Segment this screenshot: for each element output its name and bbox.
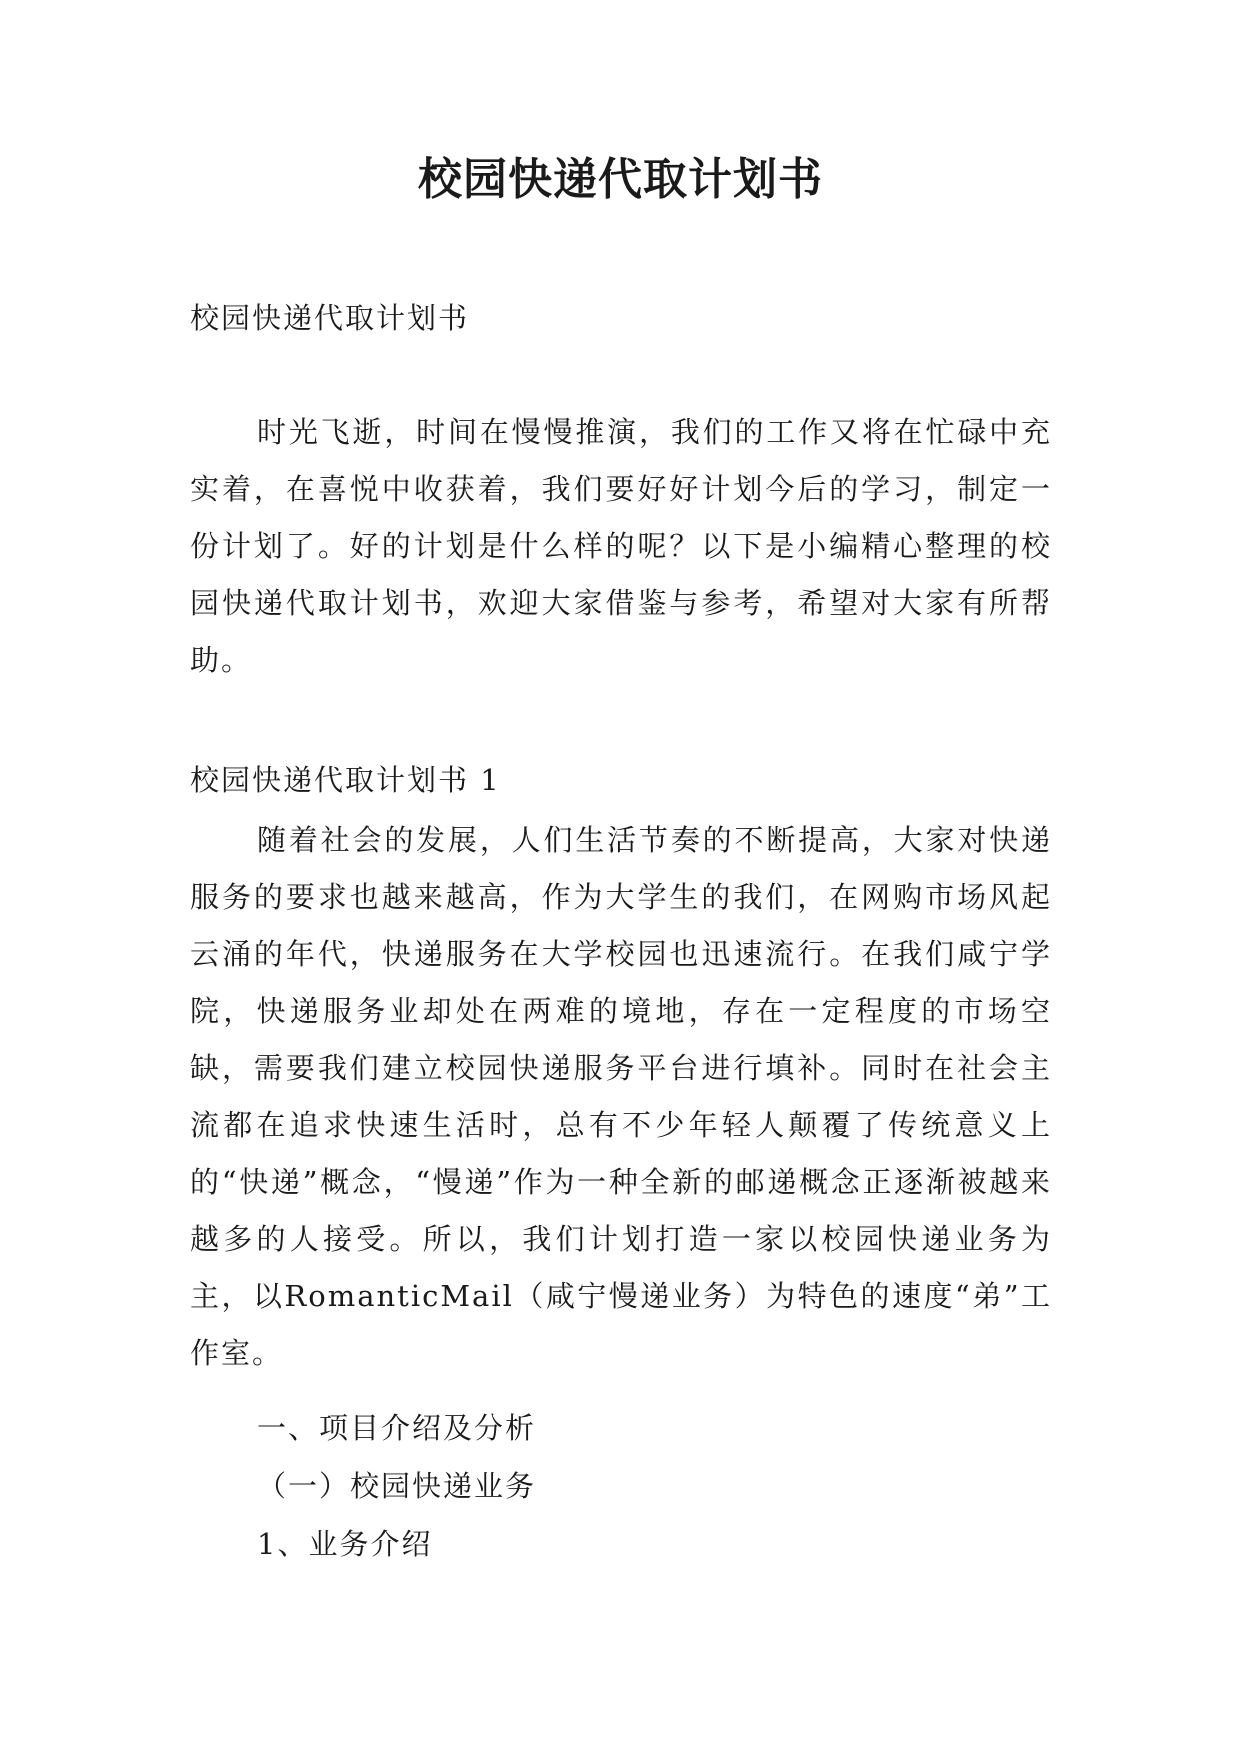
outline-heading-level2: （一）校园快递业务 — [257, 1469, 537, 1503]
intro-paragraph: 时光飞逝，时间在慢慢推演，我们的工作又将在忙碌中充实着，在喜悦中收获着，我们要好好计划今后的学习，制定一份计划了。好的计划是什么样的呢？以下是小编精心整理的校园快递代取计划书，欢迎大家借鉴与参考，希望对大家有所帮助。 — [190, 415, 1052, 677]
document-title: 校园快递代取计划书 — [418, 154, 823, 205]
body-paragraph: 随着社会的发展，人们生活节奏的不断提高，大家对快递服务的要求也越来越高，作为大学生的我们，在网购市场风起云涌的年代，快递服务在大学校园也迅速流行。在我们咸宁学院，快递服务业却处在两难的境地，存在一定程度的市场空缺，需要我们建立校园快递服务平台进行填补。同时在社会主流都在追求快速生活时，总有不少年轻人颠覆了传统意义上的“快递”概念，“慢递”作为一种全新的邮递概念正逐渐被越来越多的人接受。所以，我们计划打造一家以校园快递业务为主，以RomanticMail（咸宁慢递业务）为特色的速度“弟”工作室。 — [190, 823, 1052, 1370]
section-heading: 校园快递代取计划书 1 — [190, 763, 501, 797]
outline-heading-level3: 1、业务介绍 — [257, 1527, 433, 1561]
document-subtitle: 校园快递代取计划书 — [190, 301, 470, 335]
outline-heading-level1: 一、项目介绍及分析 — [257, 1411, 537, 1445]
